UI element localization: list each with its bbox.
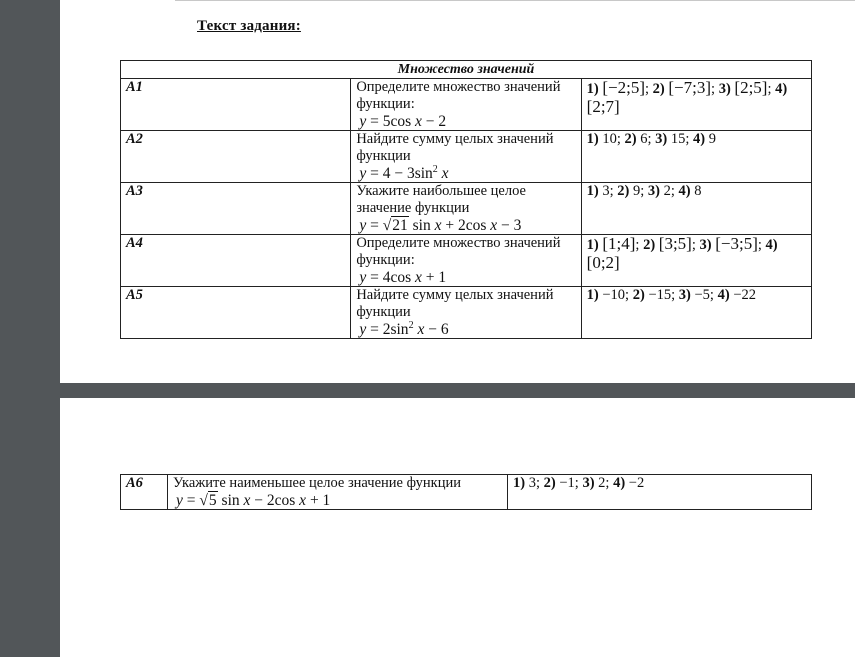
table-caption-row [121,61,812,79]
task-heading: Текст задания: [197,18,301,34]
answer-option: 4) [0;2] [586,237,778,272]
formula: $y = 2\sin^2$ x − 6 [359,319,449,338]
formula: $y = 4 - 3\sin^2$ x [359,163,449,182]
formula: y = √5 sin x − 2cos x + 1 [176,492,331,509]
answer-options [508,475,812,510]
task-number: A3 [121,183,351,235]
answer-option: 2) −1; [543,475,579,491]
table-caption: Множество значений [121,61,812,79]
question-text: Найдите сумму целых значений функции [356,131,554,164]
answer-options [581,79,811,131]
answer-option: 3) −5; [678,287,714,303]
table-row [121,235,812,287]
task-question [351,235,581,287]
table-row [121,183,812,235]
question-text: Укажите наименьшее целое значение функции [173,475,461,491]
task-question [351,287,581,339]
answer-option: 3) [2;5]; [718,78,772,97]
tasks-table-continued [120,474,812,510]
task-number: A6 [121,475,168,510]
task-question [351,183,581,235]
formula: y = 5cos x − 2 [359,113,447,130]
answer-option: 2) 6; [624,131,652,147]
task-number: A1 [121,79,351,131]
task-question [168,475,508,510]
task-question [351,79,581,131]
table-row [121,131,812,183]
answer-options [581,287,811,339]
answer-option: 3) 2; [647,183,675,199]
answer-option: 1) 3; [513,475,540,491]
answer-option: 4) 8 [678,183,702,199]
answer-option: 1) 10; [586,131,621,147]
question-text: Укажите наибольшее целое значение функции [356,183,526,216]
answer-option: 3) [−3;5]; [699,234,762,253]
answer-option: 4) −22 [717,287,756,303]
table-row [121,475,812,510]
answer-option: 4) [2;7] [586,81,788,116]
formula: y = 4cos x + 1 [359,269,447,286]
task-number: A2 [121,131,351,183]
page-divider [175,0,855,1]
formula: y = √21 sin x + 2cos x − 3 [359,217,522,234]
answer-option: 3) 15; [655,131,690,147]
tasks-table [120,60,812,339]
question-text: Определите множество значений функции: [356,79,561,112]
answer-option: 2) [−7;3]; [652,78,716,97]
answer-option: 4) 9 [693,131,716,147]
answer-option: 1) −10; [586,287,630,303]
answer-options [581,131,811,183]
sqrt-icon: √5 [199,492,217,509]
answer-options [581,183,811,235]
question-text: Найдите сумму целых значений функции [356,287,554,320]
task-number: A5 [121,287,351,339]
answer-option: 4) −2 [613,475,645,491]
answer-option: 1) 3; [586,183,614,199]
answer-option: 2) −15; [632,287,676,303]
answer-option: 3) 2; [582,475,610,491]
answer-option: 1) [−2;5]; [586,78,650,97]
table-row [121,79,812,131]
answer-option: 1) [1;4]; [586,234,640,253]
document-page-2 [60,398,855,657]
table-row [121,287,812,339]
sqrt-icon: √21 [382,217,408,234]
task-question [351,131,581,183]
answer-options [581,235,811,287]
answer-option: 2) [3;5]; [643,234,696,253]
answer-option: 2) 9; [617,183,645,199]
task-number: A4 [121,235,351,287]
question-text: Определите множество значений функции: [356,235,561,268]
document-page-1 [60,0,855,383]
